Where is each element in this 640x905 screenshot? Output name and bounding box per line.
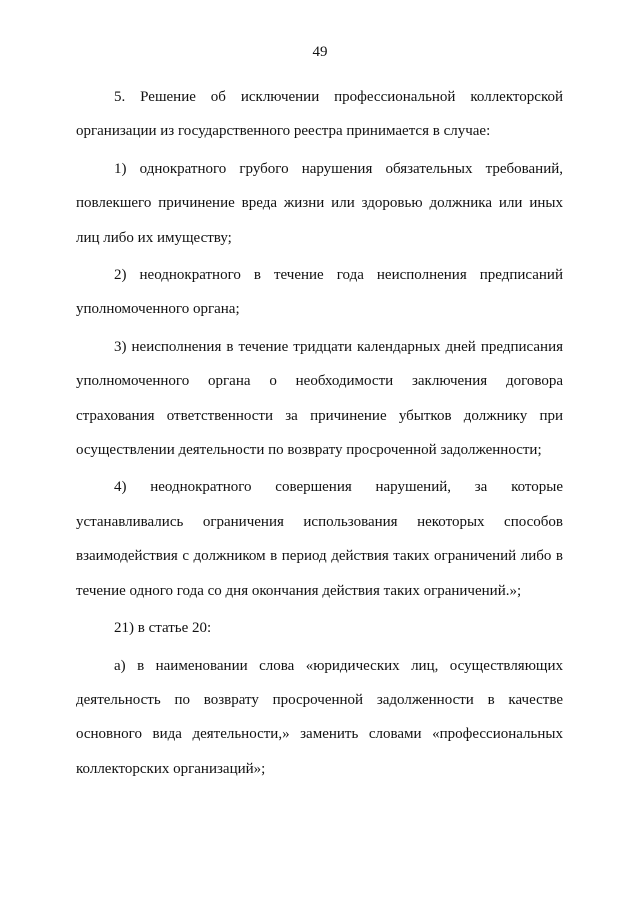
paragraph-article-20: 21) в статье 20:: [114, 620, 212, 637]
paragraph-item-4: 4) неоднократного совершения нарушений, за которые устанавливались ограничения использования некоторых способов взаимодействия с должником в период действия таких ограничений либо в течение одного года со дня окончания действия таких ограничений.»;: [76, 479, 563, 599]
paragraph-5-exclusion-decision: 5. Решение об исключении профессиональной коллекторской организации из государственного реестра принимается в случае:: [76, 89, 563, 140]
paragraph-item-1: 1) однократного грубого нарушения обязательных требований, повлекшего причинение вреда жизни или здоровью должника или иных лиц либо их имуществу;: [76, 160, 563, 246]
paragraph-subitem-a: а) в наименовании слова «юридических лиц, осуществляющих деятельность по возврату просроченной задолженности в качестве основного вида деятельности,» заменить словами «профессиональных коллекторских организаций»;: [76, 657, 563, 777]
paragraph-item-3: 3) неисполнения в течение тридцати календарных дней предписания уполномоченного органа о необходимости заключения договора страхования ответственности за причинение убытков должнику при осуществлении деятельности по возврату просроченной задолженности;: [76, 338, 563, 459]
page-number: 49: [312, 44, 328, 60]
paragraph-item-2: 2) неоднократного в течение года неисполнения предписаний уполномоченного органа;: [76, 267, 563, 318]
document-body: [76, 80, 563, 789]
